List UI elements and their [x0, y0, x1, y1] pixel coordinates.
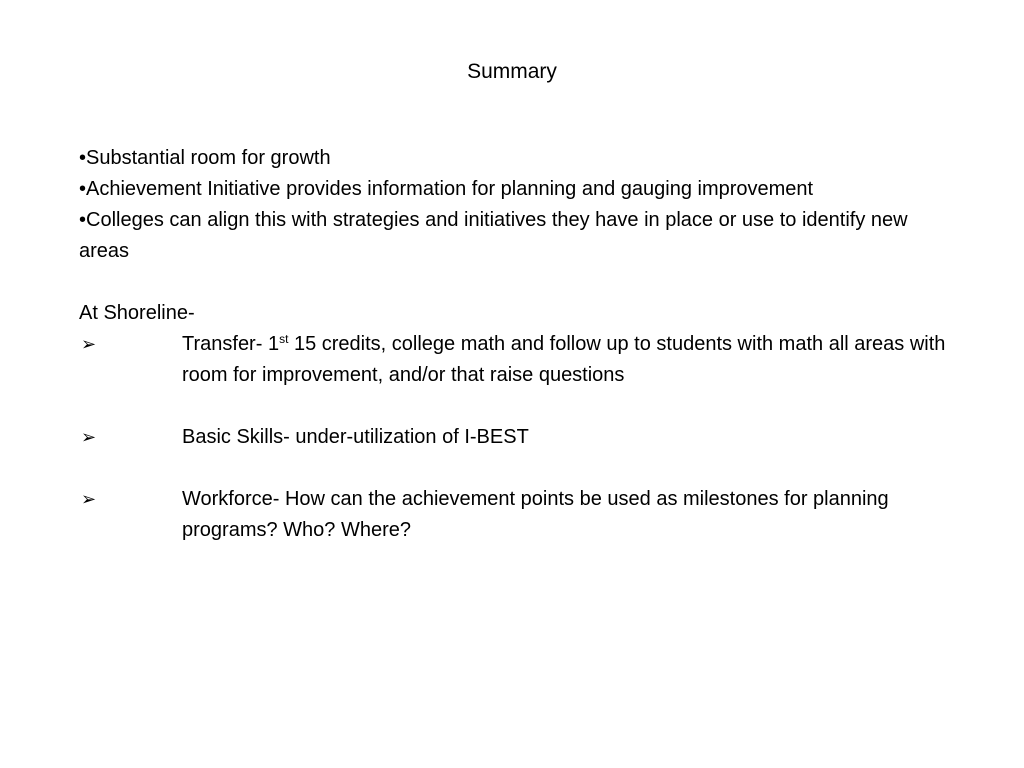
- bullet-text: Colleges can align this with strategies and initiatives they have in place or use to identify new areas: [79, 209, 908, 262]
- bullet-marker: •: [79, 178, 87, 200]
- arrow-item-text: Transfer- 1: [182, 333, 280, 355]
- bullet-text: Substantial room for growth: [86, 147, 331, 169]
- section-heading: At Shoreline-: [79, 302, 195, 324]
- spacer: [79, 391, 979, 422]
- arrow-item-text: Basic Skills- under-utilization of I-BEST: [182, 426, 529, 448]
- slide-title: Summary: [467, 60, 557, 83]
- bullet-item: [79, 174, 979, 205]
- arrow-list-item: [79, 329, 952, 391]
- bullet-marker: •: [79, 209, 87, 231]
- bullet-item: [79, 205, 929, 267]
- bullet-text: Achievement Initiative provides information for planning and gauging improvement: [86, 178, 814, 200]
- arrow-item-text: Workforce- How can the achievement points be used as milestones for planning programs? Who? Where?: [182, 488, 889, 541]
- arrow-item-text-continued: 15 credits, college math and follow up to students with math all areas with room for improvement, and/or that raise questions: [182, 333, 946, 386]
- bullet-marker: •: [79, 147, 87, 169]
- spacer: [79, 267, 979, 298]
- arrow-bullet-icon: ➢: [81, 427, 97, 448]
- bullet-item: [79, 143, 979, 174]
- spacer: [79, 453, 979, 484]
- arrow-list-item: [79, 484, 932, 546]
- ordinal-superscript: st: [279, 332, 289, 346]
- arrow-bullet-icon: ➢: [81, 334, 97, 355]
- arrow-bullet-icon: ➢: [81, 489, 97, 510]
- slide-body: [79, 143, 979, 546]
- arrow-list-item: [79, 422, 979, 453]
